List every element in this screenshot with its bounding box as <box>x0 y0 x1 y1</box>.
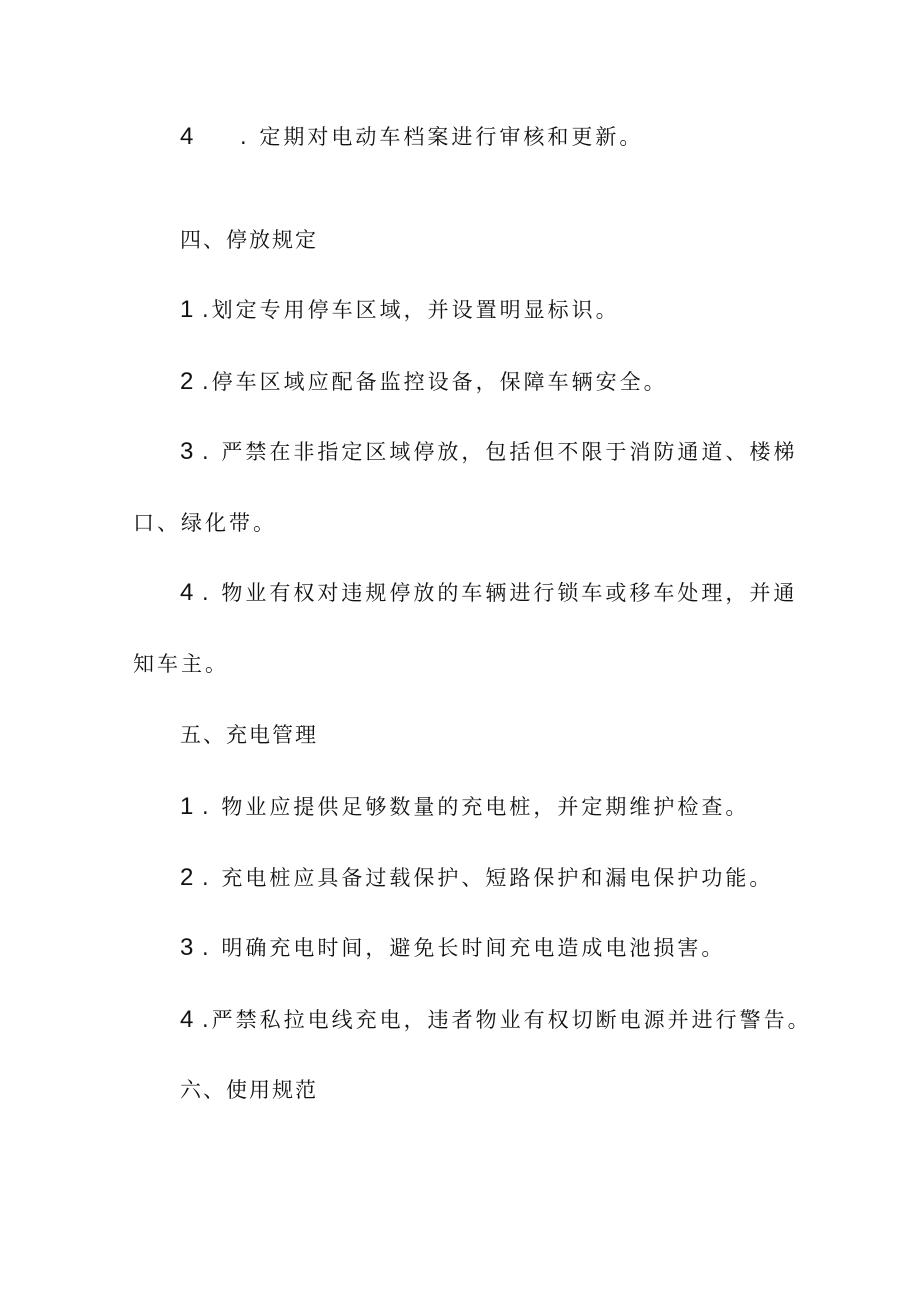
item-number: 4 <box>180 123 194 150</box>
item-archive-review <box>180 123 643 151</box>
item-continuation: 口、绿化带。 <box>133 511 277 535</box>
item-parking-monitoring <box>180 368 668 396</box>
item-violation-handling <box>180 579 797 607</box>
item-number: 2 <box>180 368 194 395</box>
section-heading-parking: 四、停放规定 <box>180 228 318 252</box>
section-heading-usage: 六、使用规范 <box>180 1078 318 1102</box>
item-number: 4 <box>180 1006 194 1033</box>
item-charging-protection <box>180 864 773 892</box>
item-charging-time <box>180 934 725 962</box>
item-text: .停车区域应配备监控设备，保障车辆安全。 <box>202 370 668 394</box>
item-number: 1 <box>180 793 194 820</box>
item-charging-piles <box>180 793 749 821</box>
item-continuation: 知车主。 <box>133 652 229 676</box>
item-text: .严禁私拉电线充电，违者物业有权切断电源并进行警告。 <box>202 1008 812 1032</box>
item-number: 3 <box>180 438 194 465</box>
item-text: . 物业应提供足够数量的充电桩，并定期维护检查。 <box>202 795 750 819</box>
item-text: . 物业有权对违规停放的车辆进行锁车或移车处理，并通 <box>202 581 798 605</box>
item-number: 3 <box>180 934 194 961</box>
item-number: 4 <box>180 579 194 606</box>
item-charging-wiring <box>180 1006 812 1034</box>
item-text: . 定期对电动车档案进行审核和更新。 <box>240 125 644 149</box>
item-parking-prohibited <box>180 438 797 466</box>
item-number: 2 <box>180 864 194 891</box>
section-heading-charging: 五、充电管理 <box>180 723 318 747</box>
item-text: .划定专用停车区域，并设置明显标识。 <box>202 298 620 322</box>
item-text: . 明确充电时间，避免长时间充电造成电池损害。 <box>202 936 726 960</box>
item-text: . 充电桩应具备过载保护、短路保护和漏电保护功能。 <box>202 866 774 890</box>
item-parking-area <box>180 296 620 324</box>
item-number: 1 <box>180 296 194 323</box>
item-text: . 严禁在非指定区域停放，包括但不限于消防通道、楼梯 <box>202 440 798 464</box>
